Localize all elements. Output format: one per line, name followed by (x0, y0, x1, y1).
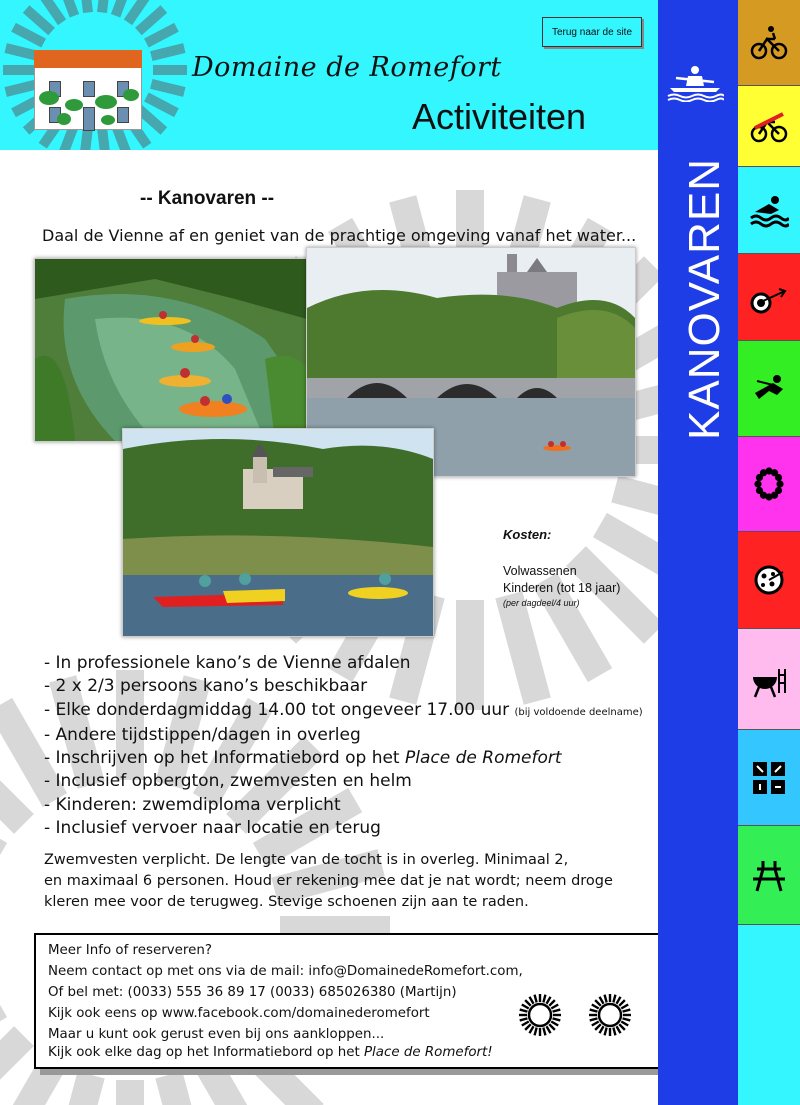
barbecue-icon (749, 659, 789, 699)
info-paragraph (44, 850, 644, 913)
place-name: Place de Romefort (405, 748, 562, 769)
list-item (44, 747, 643, 770)
contact-box (34, 933, 726, 1069)
tab-leeg[interactable] (738, 925, 800, 1105)
no-bicycle-icon (749, 106, 789, 146)
contact-line: Maar u kunt ook gerust even bij ons aankloppen... (48, 1027, 385, 1042)
tab-zwemmen[interactable] (738, 167, 800, 254)
activity-title: -- Kanovaren -- (140, 188, 275, 209)
photo-castle-kayaks (122, 428, 434, 637)
list-item: - Inclusief vervoer naar locatie en terug (44, 818, 381, 839)
list-item-text: - Elke donderdagmiddag 14.00 tot ongeveer 17.00 uur (44, 699, 510, 720)
intro-text: Daal de Vienne af en geniet van de prachtige omgeving vanaf het water... (42, 226, 637, 245)
brand-name: Domaine de Romefort (192, 52, 502, 83)
header (0, 0, 658, 150)
list-item: - Inclusief opbergton, zwemvesten en helm (44, 771, 412, 792)
paragraph-line: en maximaal 6 personen. Houd er rekening mee dat je nat wordt; neem droge (44, 873, 613, 889)
archery-target-icon (749, 277, 789, 317)
activity-tabs (738, 0, 800, 1105)
necklace-icon (749, 464, 789, 504)
tab-ketting[interactable] (738, 437, 800, 532)
feature-list (44, 652, 643, 840)
adult-label: Volwassenen (503, 564, 577, 578)
bicycle-icon (749, 23, 789, 63)
list-item-note: (bij voldoende deelname) (514, 706, 643, 718)
list-item: - Andere tijdstippen/dagen in overleg (44, 724, 361, 745)
paragraph-line: kleren mee voor de terugweg. Stevige schoenen zijn aan te raden. (44, 894, 529, 910)
list-item: - In professionele kano’s de Vienne afdalen (44, 653, 411, 673)
tab-picknick[interactable] (738, 826, 800, 925)
picnic-table-icon (749, 855, 789, 895)
list-item (44, 699, 643, 724)
swimmer-icon (749, 190, 789, 230)
climber-icon (749, 369, 789, 409)
contact-line: Neem contact op met ons via de mail: info@DomainedeRomefort.com, (48, 964, 523, 979)
photo-kayaks-river (34, 258, 308, 442)
tab-geen-fietsen[interactable] (738, 86, 800, 167)
costs-label: Kosten: (503, 527, 552, 542)
tab-spelletjes[interactable] (738, 730, 800, 826)
cost-note: (per dagdeel/4 uur) (503, 598, 580, 608)
tab-pizza[interactable] (738, 532, 800, 629)
vertical-activity-title: KANOVAREN (680, 157, 729, 440)
place-name: Place de Romefort! (363, 1045, 493, 1060)
games-icon (749, 758, 789, 798)
list-item: - 2 x 2/3 persoons kano’s beschikbaar (44, 676, 368, 697)
contact-line (48, 1045, 493, 1060)
list-item-text: - Inschrijven op het Informatiebord op het (44, 748, 406, 769)
tab-boogschieten[interactable] (738, 254, 800, 341)
tab-survival[interactable] (738, 341, 800, 437)
tab-fietsen[interactable] (738, 0, 800, 86)
contact-line-text: Kijk ook elke dag op het Informatiebord op het (48, 1045, 364, 1060)
child-label: Kinderen (tot 18 jaar) (503, 581, 621, 595)
pizza-icon (749, 560, 789, 600)
contact-line: Of bel met: (0033) 555 36 89 17 (0033) 685026380 (Martijn) (48, 985, 457, 1000)
tab-barbecue[interactable] (738, 629, 800, 730)
contact-line: Meer Info of reserveren? (48, 943, 212, 958)
kayak-icon (666, 64, 724, 102)
list-item: - Kinderen: zwemdiploma verplicht (44, 794, 341, 815)
paragraph-line: Zwemvesten verplicht. De lengte van de tocht is in overleg. Minimaal 2, (44, 852, 569, 868)
house-logo (34, 50, 142, 130)
contact-line: Kijk ook eens op www.facebook.com/domainederomefort (48, 1006, 430, 1021)
page-heading: Activiteiten (412, 96, 587, 137)
back-to-site-button[interactable]: Terug naar de site (542, 17, 642, 47)
